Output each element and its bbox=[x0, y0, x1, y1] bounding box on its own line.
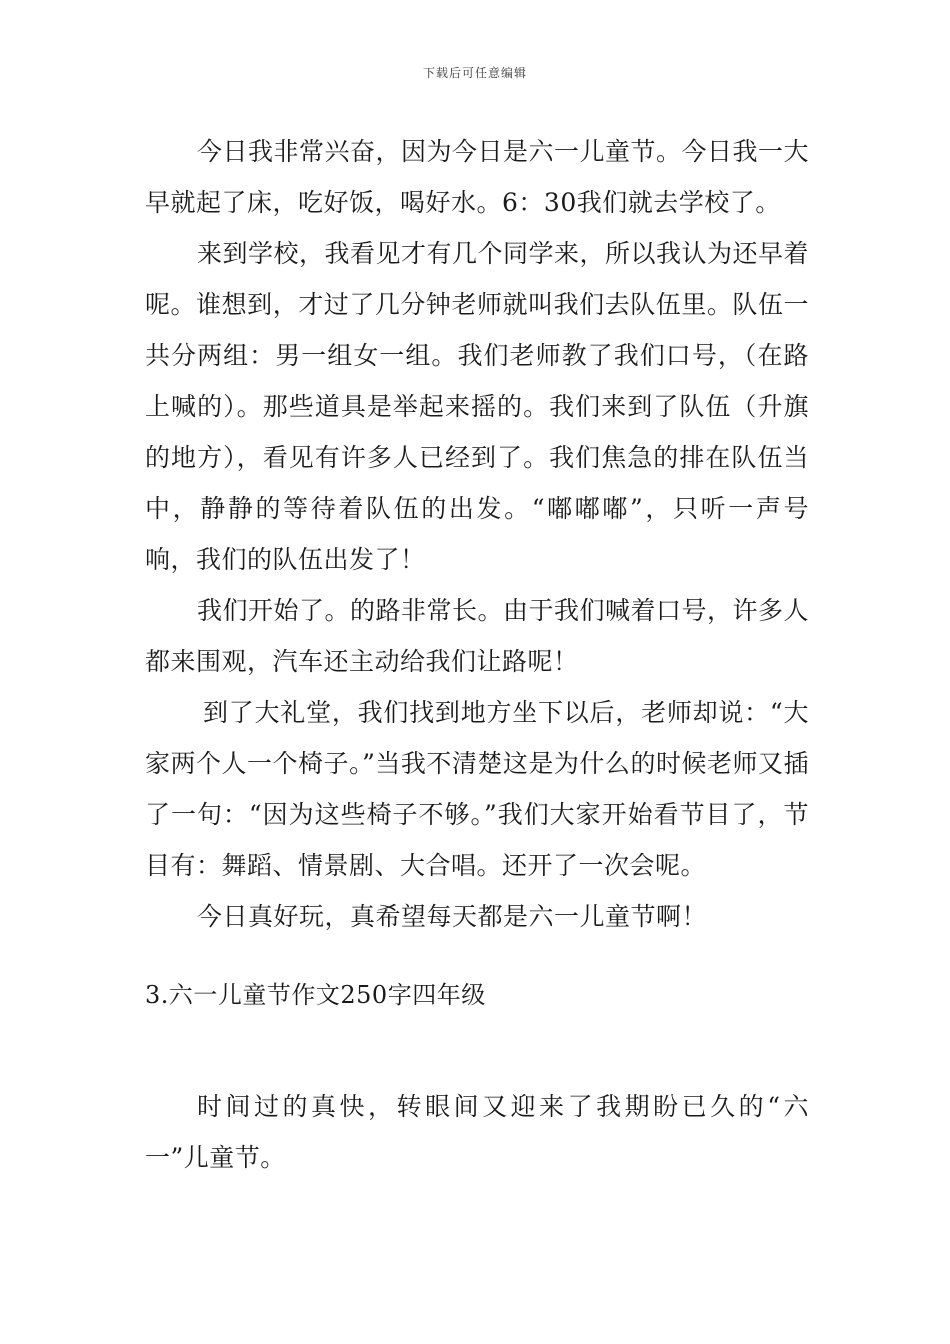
article-body bbox=[145, 126, 809, 1183]
section-heading: 3.六一儿童节作文250字四年级 bbox=[145, 981, 486, 1009]
paragraph: 今日我非常兴奋，因为今日是六一儿童节。今日我一大早就起了床，吃好饭，喝好水。6：30我们就去学校了。 bbox=[145, 137, 810, 217]
section-spacer bbox=[145, 1021, 809, 1081]
paragraph: 来到学校，我看见才有几个同学来，所以我认为还早着呢。谁想到，才过了几分钟老师就叫我们去队伍里。队伍一共分两组：男一组女一组。我们老师教了我们口号，（在路上喊的）。那些道具是举起来摇的。我们来到了队伍（升旗的地方），看见有许多人已经到了。我们焦急的排在队伍当中，静静的等待着队伍的出发。“嘟嘟嘟”，只听一声号响，我们的队伍出发了！ bbox=[145, 239, 810, 574]
paragraph: 到了大礼堂，我们找到地方坐下以后，老师却说：“大家两个人一个椅子。”当我不清楚这是为什么的时候老师又插了一句：“因为这些椅子不够。”我们大家开始看节目了，节目有：舞蹈、情景剧、大合唱。还开了一次会呢。 bbox=[145, 698, 809, 880]
paragraph: 今日真好玩，真希望每天都是六一儿童节啊！ bbox=[197, 902, 708, 931]
header-note: 下载后可任意编辑 bbox=[422, 66, 527, 80]
paragraph: 时间过的真快，转眼间又迎来了我期盼已久的“六一”儿童节。 bbox=[145, 1092, 809, 1172]
paragraph: 我们开始了。的路非常长。由于我们喊着口号，许多人都来围观，汽车还主动给我们让路呢！ bbox=[145, 596, 810, 676]
